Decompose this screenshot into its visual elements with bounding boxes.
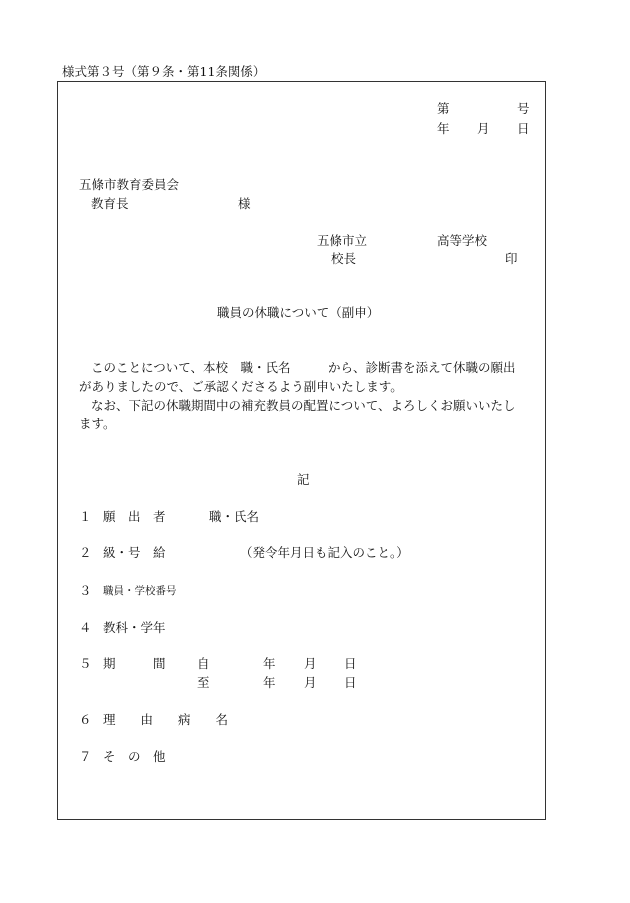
body-line-1: このことについて、本校 職・氏名 から、診断書を添えて休職の願出 <box>91 360 516 375</box>
period-from-year: 年 <box>263 656 276 671</box>
date-month: 月 <box>477 121 490 136</box>
document-title: 職員の休職について（副申） <box>217 305 380 320</box>
item-1-label: 願 出 者 <box>103 509 166 524</box>
item-1-number: １ <box>79 509 92 524</box>
body-line-4: ます。 <box>79 416 116 431</box>
item-1-value: 職・氏名 <box>209 509 260 524</box>
sender-title: 校長 <box>331 251 357 266</box>
item-3-label: 職員・学校番号 <box>103 585 177 597</box>
sender-school: 高等学校 <box>437 233 488 248</box>
item-6-number: ６ <box>79 712 92 727</box>
item-7-number: ７ <box>79 749 92 764</box>
item-2-number: ２ <box>79 545 92 560</box>
body-line-2: がありましたので、ご承認くださるよう副申いたします。 <box>79 379 403 394</box>
sender-city: 五條市立 <box>317 233 368 248</box>
item-2-label: 級・号 給 <box>103 545 166 560</box>
seal-mark: 印 <box>505 251 518 266</box>
period-to: 至 <box>197 675 210 690</box>
item-4-number: ４ <box>79 620 92 635</box>
item-7-label: そ の 他 <box>103 749 166 764</box>
item-3-number: ３ <box>79 583 92 598</box>
body-line-3: なお、下記の休職期間中の補充教員の配置について、よろしくお願いいたし <box>91 398 516 413</box>
addressee-org: 五條市教育委員会 <box>79 177 180 192</box>
addressee-title: 教育長 <box>91 196 129 211</box>
period-to-month: 月 <box>304 675 317 690</box>
doc-number-suffix: 号 <box>517 101 530 116</box>
date-year: 年 <box>437 121 450 136</box>
addressee-honorific: 様 <box>238 196 251 211</box>
doc-number-prefix: 第 <box>437 101 450 116</box>
item-2-note: （発令年月日も記入のこと。） <box>240 545 409 560</box>
period-to-day: 日 <box>344 675 357 690</box>
period-from-day: 日 <box>344 656 357 671</box>
item-4-label: 教科・学年 <box>103 620 166 635</box>
form-number: 様式第３号（第９条・第11条関係） <box>62 64 266 79</box>
item-5-label: 期 間 <box>103 656 166 671</box>
period-from: 自 <box>197 656 210 671</box>
period-from-month: 月 <box>304 656 317 671</box>
date-day: 日 <box>517 121 530 136</box>
item-6-label: 理 由 病 名 <box>103 712 229 727</box>
item-5-number: ５ <box>79 656 92 671</box>
period-to-year: 年 <box>263 675 276 690</box>
ki-heading: 記 <box>297 472 310 487</box>
